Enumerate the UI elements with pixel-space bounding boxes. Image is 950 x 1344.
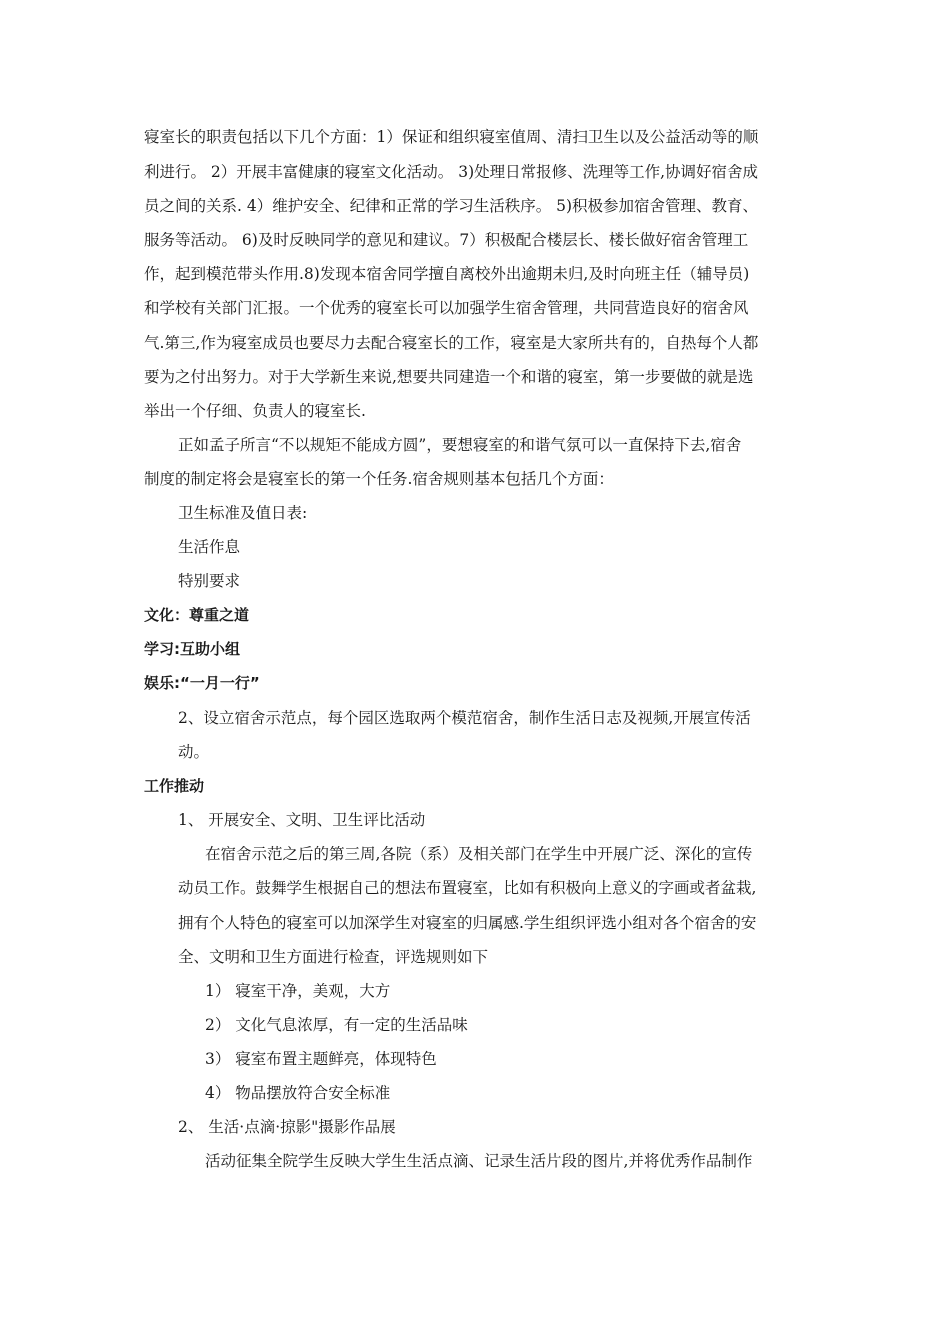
rule-item: 生活作息 — [178, 538, 241, 556]
paragraph1-line: 利进行。 2）开展丰富健康的寝室文化活动。 3)处理日常报修、洗理等工作,协调好宿舍成 — [144, 163, 759, 181]
paragraph1-line: 举出一个仔细、负责人的寝室长. — [144, 402, 366, 420]
work-item1-body-line: 在宿舍示范之后的第三周,各院（系）及相关部门在学生中开展广泛、深化的宣传 — [205, 845, 753, 863]
criteria-item: 4） 物品摆放符合安全标准 — [205, 1084, 391, 1102]
rule-item: 特别要求 — [178, 572, 241, 590]
demo-dorm-line: 2、设立宿舍示范点，每个园区选取两个模范宿舍，制作生活日志及视频,开展宣传活 — [178, 709, 751, 727]
work-item1-title: 1、 开展安全、文明、卫生评比活动 — [178, 811, 426, 829]
work-item2-title: 2、 生活·点滴·掠影"摄影作品展 — [178, 1118, 396, 1136]
paragraph1-line: 员之间的关系. 4）维护安全、纪律和正常的学习生活秩序。 5)积极参加宿舍管理、教育、 — [144, 197, 759, 215]
paragraph1-line: 要为之付出努力。对于大学新生来说,想要共同建造一个和谐的寝室，第一步要做的就是选 — [144, 368, 754, 386]
work-item2-body: 活动征集全院学生反映大学生生活点滴、记录生活片段的图片,并将优秀作品制作 — [205, 1152, 753, 1170]
paragraph1-line: 寝室长的职责包括以下几个方面：1）保证和组织寝室值周、清扫卫生以及公益活动等的顺 — [144, 128, 759, 146]
paragraph1-line: 作，起到模范带头作用.8)发现本宿舍同学擅自离校外出逾期未归,及时向班主任（辅导员) — [144, 265, 750, 283]
heading-study: 学习:互助小组 — [144, 640, 240, 658]
work-item1-body-line: 拥有个人特色的寝室可以加深学生对寝室的归属感.学生组织评选小组对各个宿舍的安 — [178, 914, 757, 932]
work-item1-body-line: 全、文明和卫生方面进行检查，评选规则如下 — [178, 948, 489, 966]
paragraph2-line: 正如孟子所言“不以规矩不能成方圆”，要想寝室的和谐气氛可以一直保持下去,宿舍 — [178, 436, 742, 454]
criteria-item: 1） 寝室干净，美观，大方 — [205, 982, 391, 1000]
criteria-item: 2） 文化气息浓厚，有一定的生活品味 — [205, 1016, 468, 1034]
heading-culture: 文化：尊重之道 — [144, 606, 250, 624]
criteria-item: 3） 寝室布置主题鲜亮，体现特色 — [205, 1050, 437, 1068]
work-item1-body-line: 动员工作。鼓舞学生根据自己的想法布置寝室，比如有积极向上意义的字画或者盆栽, — [178, 879, 757, 897]
heading-work: 工作推动 — [144, 777, 205, 795]
paragraph1-line: 气.第三,作为寝室成员也要尽力去配合寝室长的工作，寝室是大家所共有的，自热每个人都 — [144, 334, 759, 352]
heading-entertainment: 娱乐:“一月一行” — [144, 674, 260, 692]
paragraph2-line: 制度的制定将会是寝室长的第一个任务.宿舍规则基本包括几个方面： — [144, 470, 614, 488]
paragraph1-line: 和学校有关部门汇报。一个优秀的寝室长可以加强学生宿舍管理，共同营造良好的宿舍风 — [144, 299, 749, 317]
demo-dorm-line: 动。 — [178, 743, 210, 761]
paragraph1-line: 服务等活动。 6)及时反映同学的意见和建议。7）积极配合楼层长、楼长做好宿舍管理工 — [144, 231, 749, 249]
rule-item: 卫生标准及值日表: — [178, 504, 308, 522]
